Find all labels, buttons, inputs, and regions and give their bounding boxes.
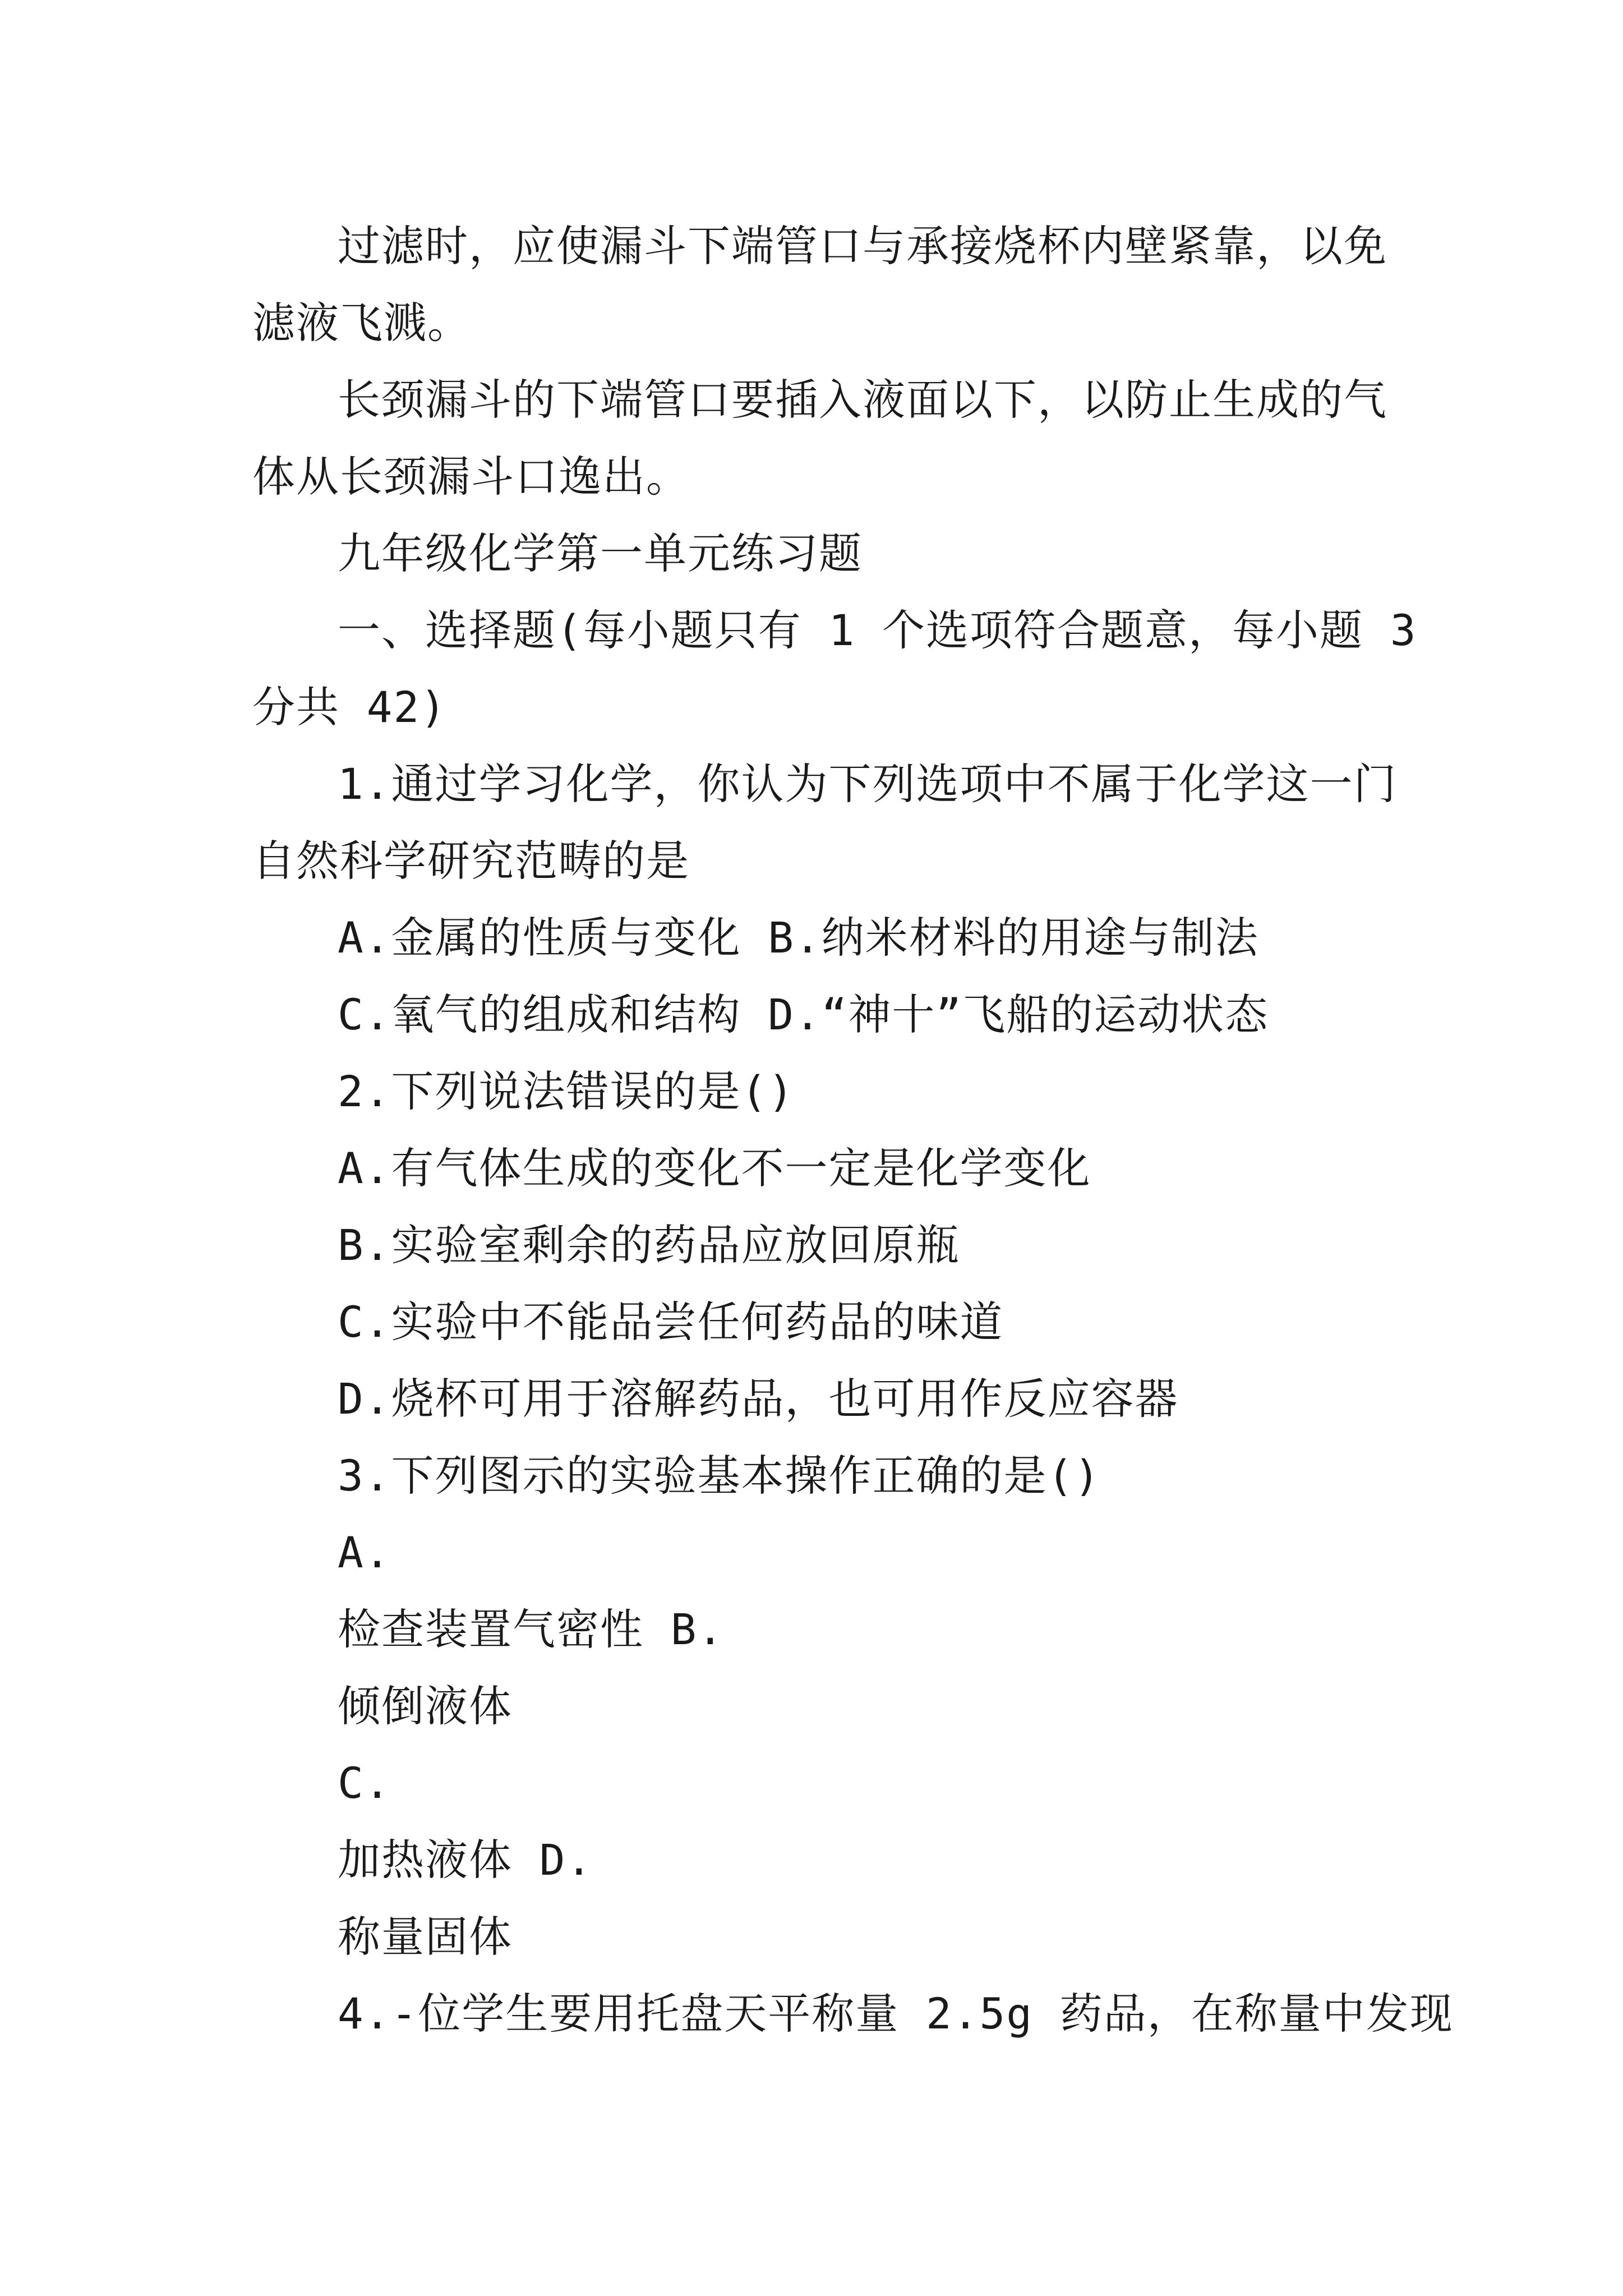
- question-1-stem-line-1: 1.通过学习化学，你认为下列选项中不属于化学这一门: [338, 759, 1398, 809]
- question-2-option-c: C.实验中不能品尝任何药品的味道: [338, 1297, 1004, 1347]
- document-body: [252, 208, 1454, 2052]
- paragraph-filtering-line-2: 滤液飞溅。: [252, 298, 471, 348]
- question-1-options-cd: C.氧气的组成和结构 D.“神十”飞船的运动状态: [338, 990, 1269, 1039]
- question-1-stem-line-2: 自然科学研究范畴的是: [252, 836, 690, 886]
- section-title: 九年级化学第一单元练习题: [338, 528, 863, 578]
- question-2-option-d: D.烧杯可用于溶解药品，也可用作反应容器: [338, 1374, 1179, 1424]
- paragraph-funnel-line-2: 体从长颈漏斗口逸出。: [252, 452, 690, 501]
- question-3-option-a-caption: 检查装置气密性 B.: [338, 1604, 725, 1654]
- question-3-option-c-label: C.: [338, 1758, 391, 1808]
- question-3-option-d-caption: 称量固体: [338, 1912, 513, 1962]
- question-2-option-a: A.有气体生成的变化不一定是化学变化: [338, 1143, 1091, 1193]
- question-3-option-a-label: A.: [338, 1527, 391, 1577]
- question-3-option-c-caption: 加热液体 D.: [338, 1835, 593, 1885]
- paragraph-funnel-line-1: 长颈漏斗的下端管口要插入液面以下，以防止生成的气: [338, 375, 1387, 425]
- section-instructions-line-2: 分共 42): [252, 682, 448, 732]
- paragraph-filtering-line-1: 过滤时，应使漏斗下端管口与承接烧杯内壁紧靠，以免: [338, 221, 1387, 271]
- question-3-option-b-caption: 倾倒液体: [338, 1681, 513, 1731]
- section-instructions-line-1: 一、选择题(每小题只有 1 个选项符合题意，每小题 3: [338, 605, 1417, 655]
- question-1-options-ab: A.金属的性质与变化 B.纳米材料的用途与制法: [338, 913, 1259, 963]
- question-4-stem-line-1: 4.-位学生要用托盘天平称量 2.5g 药品，在称量中发现: [338, 1989, 1454, 2039]
- question-2-stem: 2.下列说法错误的是(): [338, 1066, 795, 1116]
- question-2-option-b: B.实验室剩余的药品应放回原瓶: [338, 1220, 960, 1270]
- question-3-stem: 3.下列图示的实验基本操作正确的是(): [338, 1451, 1101, 1501]
